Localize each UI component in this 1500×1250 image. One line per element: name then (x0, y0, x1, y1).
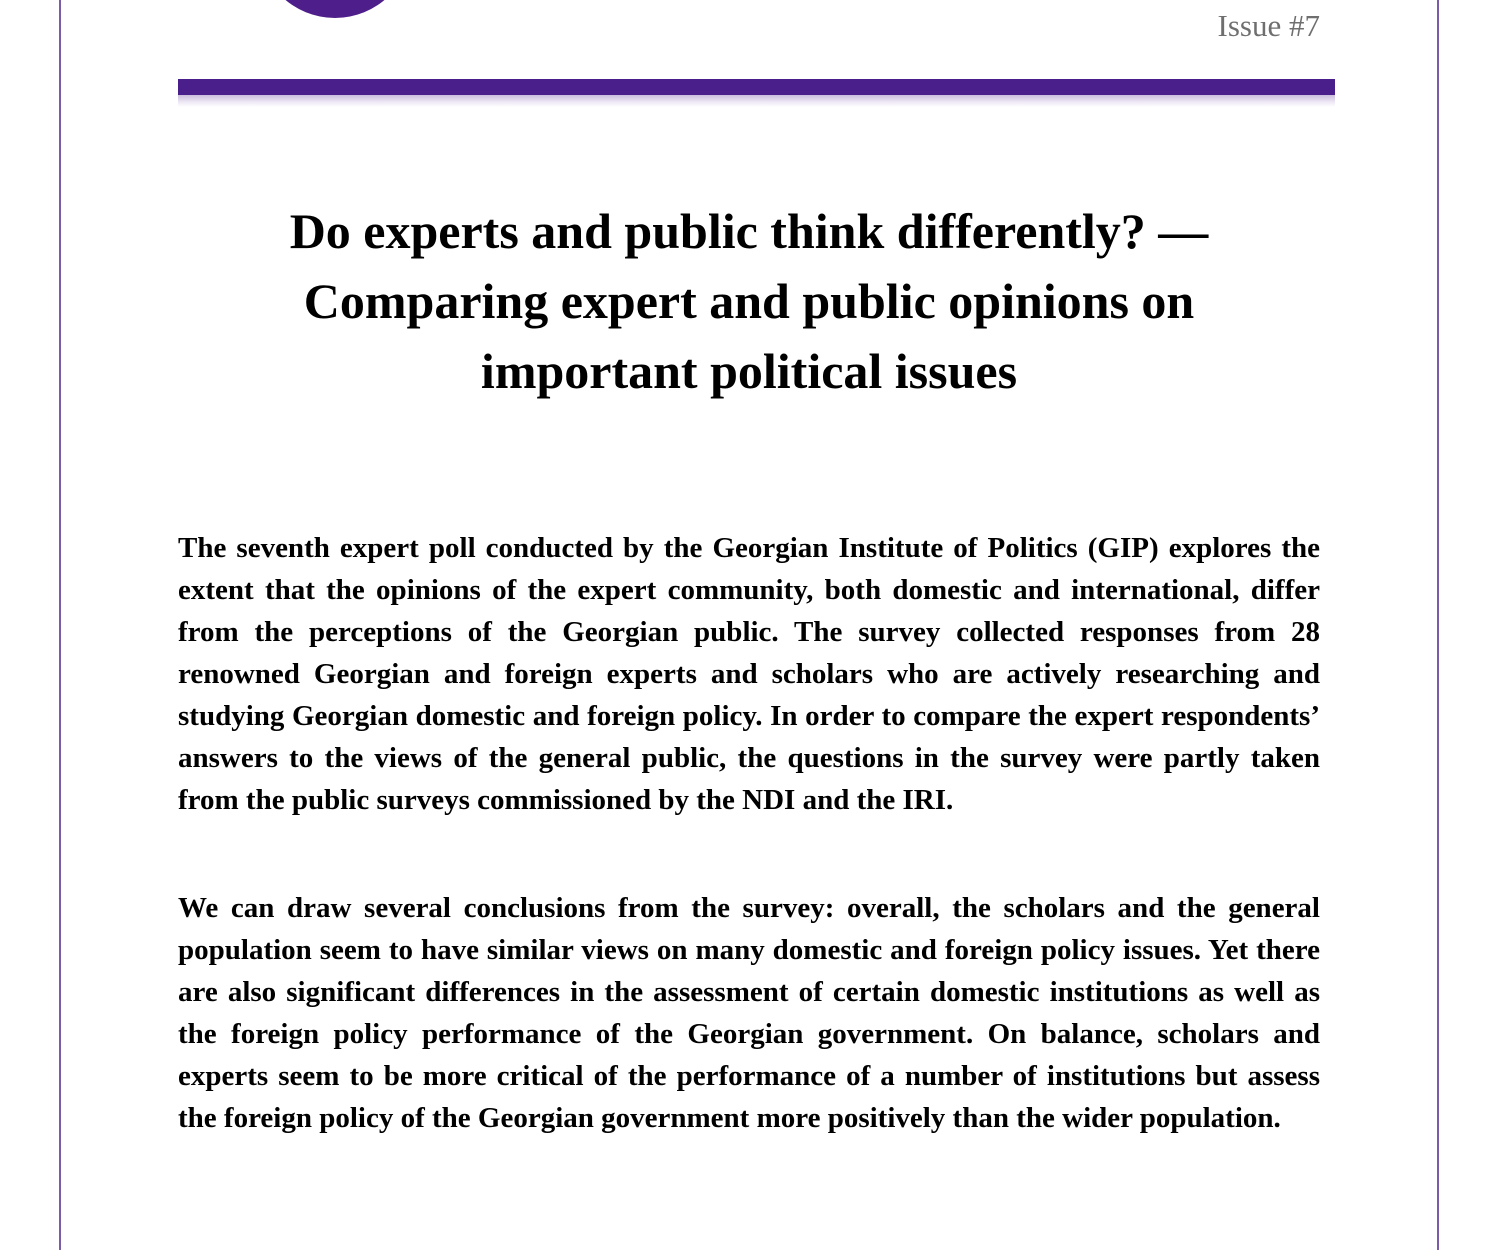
title-line-3: important political issues (480, 343, 1018, 399)
header-divider-shadow (178, 95, 1335, 107)
title-line-2: Comparing expert and public opinions on (303, 273, 1195, 329)
header-divider (178, 79, 1335, 95)
page-border-right (1437, 0, 1439, 1250)
intro-paragraph: The seventh expert poll conducted by the Georgian Institute of Politics (GIP) explores the extent that the opinions of the expert community, both domestic and international, differ from the perceptions of the Georgian public. The survey collected responses from 28 renowned Georgian and foreign experts and scholars who are actively researching and studying Georgian domestic and foreign policy. In order to compare the expert respondents’ answers to the views of the general public, the questions in the survey were partly taken from the public surveys commissioned by the NDI and the IRI. (178, 532, 1320, 816)
conclusions-paragraph: We can draw several conclusions from the survey: overall, the scholars and the general population seem to have similar views on many domestic and foreign policy issues. Yet there are also significant differences in the assessment of certain domestic institutions as well as the foreign policy performance of the Georgian government. On balance, scholars and experts seem to be more critical of the performance of a number of institutions but assess the foreign policy of the Georgian government more positively than the wider population. (178, 892, 1320, 1134)
logo (258, 0, 412, 18)
title-line-1: Do experts and public think differently? — (289, 203, 1209, 259)
issue-number: Issue #7 (1217, 8, 1320, 43)
page-border-left (59, 0, 61, 1250)
document-title (178, 196, 1320, 406)
